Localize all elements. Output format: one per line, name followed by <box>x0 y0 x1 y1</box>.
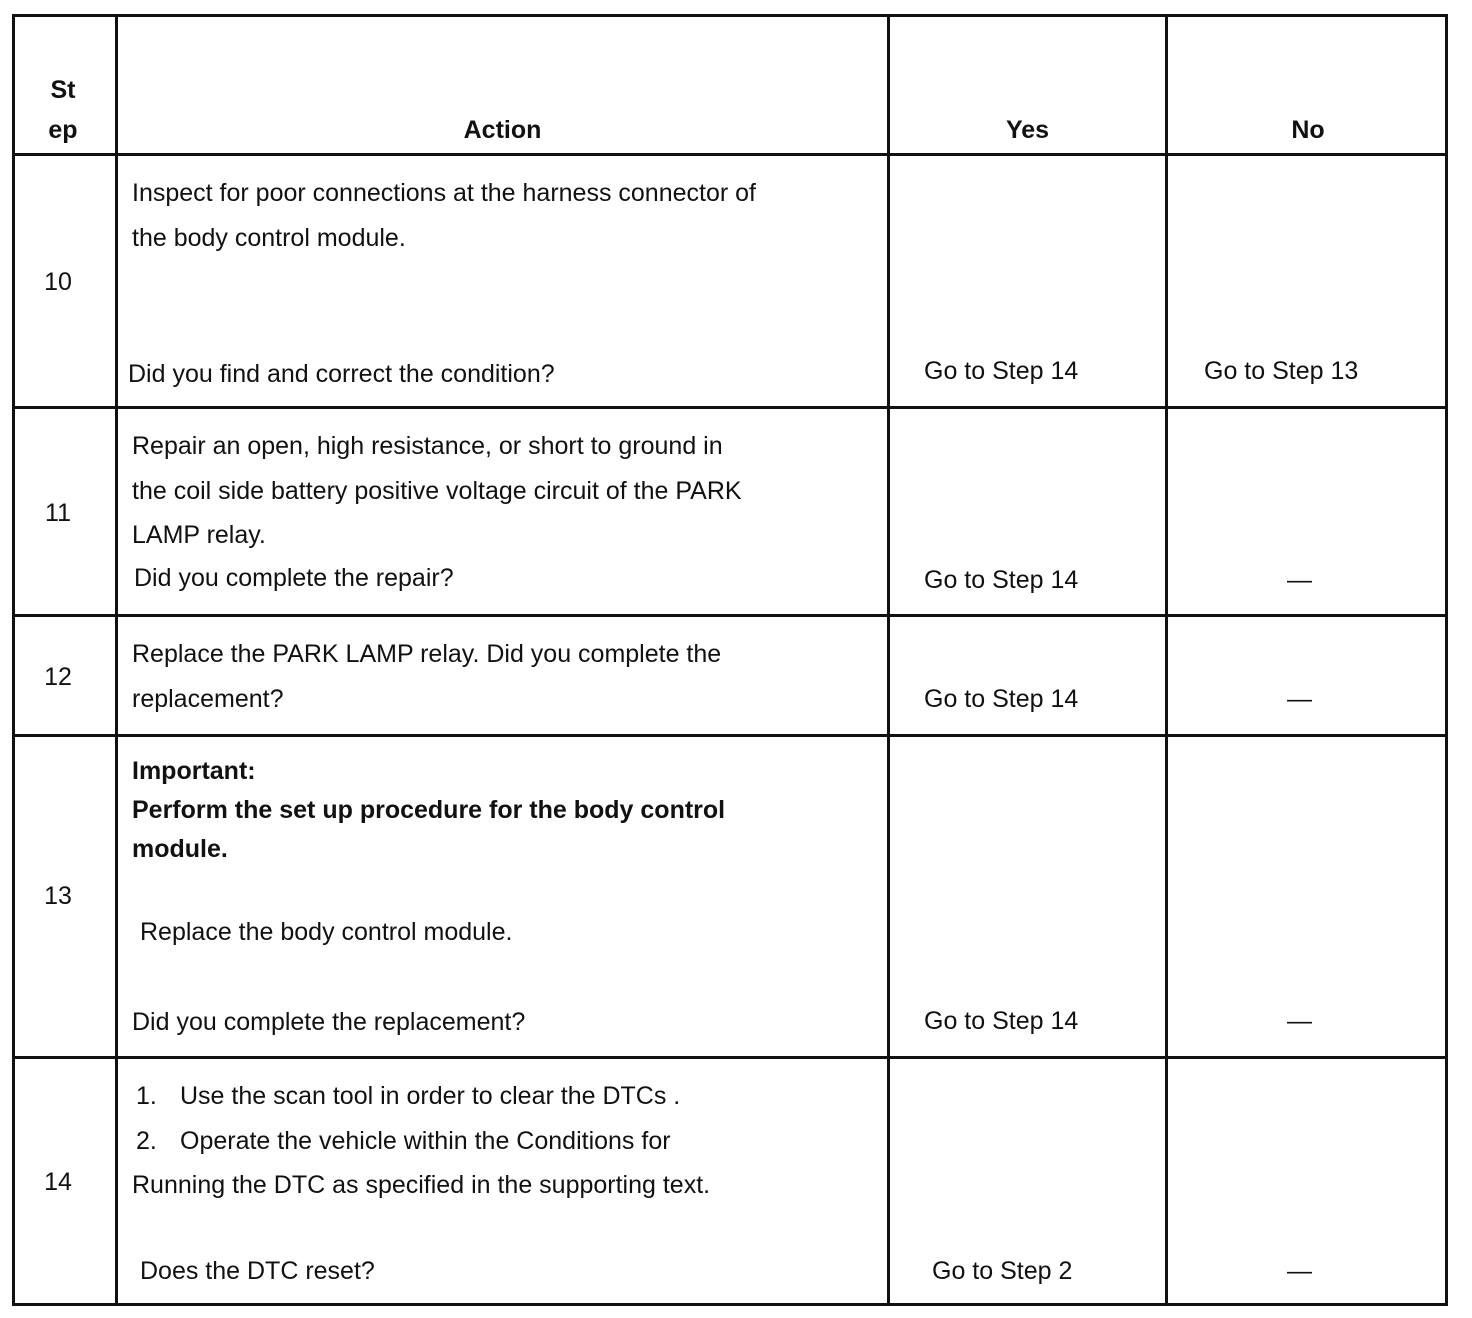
row-divider-11 <box>15 614 1445 617</box>
action-text: LAMP relay. <box>132 521 266 549</box>
no-dash: — <box>1287 1007 1312 1035</box>
step-number: 14 <box>44 1168 72 1196</box>
action-question: Did you find and correct the condition? <box>128 360 555 388</box>
action-question: Does the DTC reset? <box>140 1257 375 1285</box>
action-text: the body control module. <box>132 224 406 252</box>
list-continuation: Running the DTC as specified in the supporting text. <box>132 1171 711 1199</box>
row-divider-13 <box>15 1056 1445 1059</box>
no-dash: — <box>1287 685 1312 713</box>
no-dash: — <box>1287 566 1312 594</box>
step-number: 10 <box>44 268 72 296</box>
action-text: Inspect for poor connections at the harness connector of <box>132 179 756 207</box>
important-text: Perform the set up procedure for the body control <box>132 796 726 824</box>
step-number: 13 <box>44 882 72 910</box>
action-text: the coil side battery positive voltage circuit of the PARK <box>132 477 742 505</box>
yes-link[interactable]: Go to Step 14 <box>924 357 1079 385</box>
no-link[interactable]: Go to Step 13 <box>1204 357 1359 385</box>
action-text: replacement? <box>132 685 284 713</box>
header-step-line2: ep <box>48 116 78 144</box>
column-divider-action <box>887 17 890 1303</box>
header-step-line1: St <box>50 76 76 104</box>
important-label: Important: <box>132 757 256 785</box>
list-item-text: Operate the vehicle within the Conditions for <box>180 1127 671 1155</box>
row-divider-12 <box>15 734 1445 737</box>
action-text: Replace the body control module. <box>140 918 513 946</box>
step-number: 12 <box>44 663 72 691</box>
yes-link[interactable]: Go to Step 2 <box>932 1257 1073 1285</box>
no-dash: — <box>1287 1257 1312 1285</box>
diagnostic-table <box>12 14 1448 1306</box>
list-item-text: Use the scan tool in order to clear the DTCs . <box>180 1082 681 1110</box>
important-text: module. <box>132 835 228 863</box>
header-step <box>18 75 108 145</box>
yes-link[interactable]: Go to Step 14 <box>924 685 1079 713</box>
row-divider-10 <box>15 406 1445 409</box>
header-yes: Yes <box>1005 116 1050 144</box>
action-question: Did you complete the repair? <box>134 564 454 592</box>
action-question: Did you complete the replacement? <box>132 1008 526 1036</box>
yes-link[interactable]: Go to Step 14 <box>924 1007 1079 1035</box>
step-number: 11 <box>45 499 71 527</box>
action-text: Replace the PARK LAMP relay. Did you complete the <box>132 640 722 668</box>
list-item-number: 2. <box>136 1127 157 1155</box>
action-text: Repair an open, high resistance, or short to ground in <box>132 432 723 460</box>
header-no: No <box>1291 116 1325 144</box>
row-divider-header <box>15 153 1445 156</box>
header-action: Action <box>463 116 542 144</box>
yes-link[interactable]: Go to Step 14 <box>924 566 1079 594</box>
column-divider-step <box>115 17 118 1303</box>
list-item-number: 1. <box>136 1082 157 1110</box>
column-divider-yes <box>1165 17 1168 1303</box>
